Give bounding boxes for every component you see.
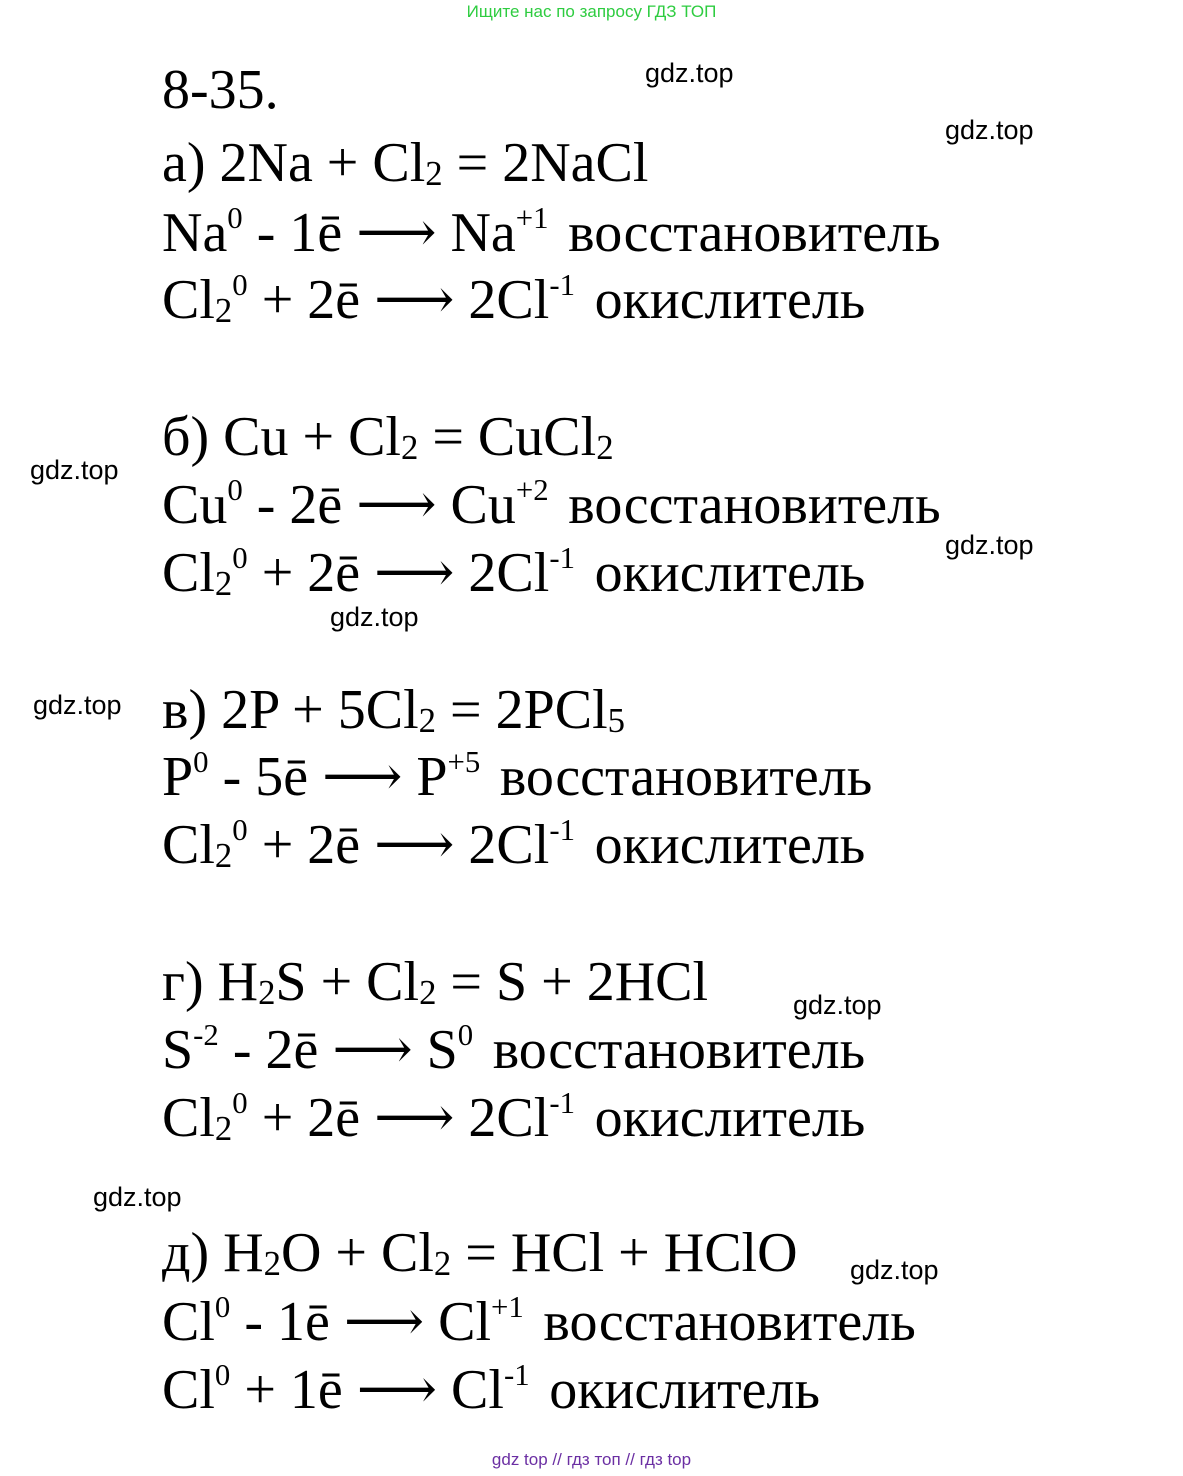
half-reaction-e-reducer: Cl$^0$ - 1ē ⟶ $Cl^{+1}$ восстановитель: [162, 1289, 916, 1353]
role-label: восстановитель: [568, 202, 941, 264]
equation-e: д) $H_2O + Cl_2$ = HCl + HClO: [162, 1222, 798, 1284]
half-reaction-a-reducer: Na$^0$ - 1ē ⟶ $Na^{+1}$ восстановитель: [162, 200, 941, 264]
equation-a: а) $2Na + Cl_2$ = 2NaCl: [162, 132, 649, 194]
watermark: gdz.top: [850, 1255, 939, 1285]
role-label: окислитель: [594, 814, 866, 876]
role-label: окислитель: [594, 269, 866, 331]
watermark: gdz.top: [793, 990, 882, 1020]
role-label: окислитель: [549, 1359, 820, 1421]
role-label: окислитель: [594, 542, 866, 604]
half-reaction-d-reducer: $S^{-2}$ - 2ē ⟶ $S^0$ восстановитель: [162, 1017, 866, 1081]
problem-number: 8-35.: [162, 59, 279, 121]
half-reaction-e-oxidizer: $Cl^0$ + 1ē ⟶ $Cl^{-1}$ окислитель: [162, 1357, 820, 1421]
role-label: восстановитель: [492, 1019, 866, 1081]
top-banner: Ищите нас по запросу ГДЗ ТОП: [466, 2, 717, 21]
role-label: восстановитель: [568, 474, 941, 536]
equation-b: б) $Cu + Cl_2$ = CuCl$_2$: [162, 406, 614, 468]
watermark: gdz.top: [945, 115, 1034, 145]
role-label: окислитель: [594, 1087, 866, 1149]
watermark: gdz.top: [33, 690, 122, 720]
footer-links[interactable]: gdz top // гдз топ // гдз top: [491, 1450, 692, 1469]
half-reaction-d-oxidizer: $Cl_2^0$ + 2ē ⟶ $2Cl^{-1}$ окислитель: [162, 1085, 866, 1149]
watermark: gdz.top: [945, 530, 1034, 560]
watermark: gdz.top: [330, 602, 419, 632]
equation-c: в) $2P + 5Cl_2 = 2PCl_5$: [162, 679, 626, 741]
half-reaction-a-oxidizer: $Cl_2^0$ + 2ē ⟶ $2Cl^{-1}$ окислитель: [162, 267, 866, 331]
watermark: gdz.top: [93, 1182, 182, 1212]
half-reaction-c-oxidizer: $Cl_2^0$ + 2ē ⟶ $2Cl^{-1}$ окислитель: [162, 812, 866, 876]
role-label: восстановитель: [543, 1291, 916, 1353]
half-reaction-b-reducer: Cu$^0$ - 2ē ⟶ $Cu^{+2}$ восстановитель: [162, 472, 941, 536]
equation-d: г) $H_2S + Cl_2 = S + 2HCl$: [162, 951, 709, 1013]
half-reaction-b-oxidizer: $Cl_2^0$ + 2ē ⟶ $2Cl^{-1}$ окислитель: [162, 540, 866, 604]
role-label: восстановитель: [499, 746, 873, 808]
watermark: gdz.top: [30, 455, 119, 485]
half-reaction-c-reducer: $P^0$ - 5ē ⟶ $P^{+5}$ восстановитель: [162, 744, 873, 808]
watermark: gdz.top: [645, 58, 734, 88]
